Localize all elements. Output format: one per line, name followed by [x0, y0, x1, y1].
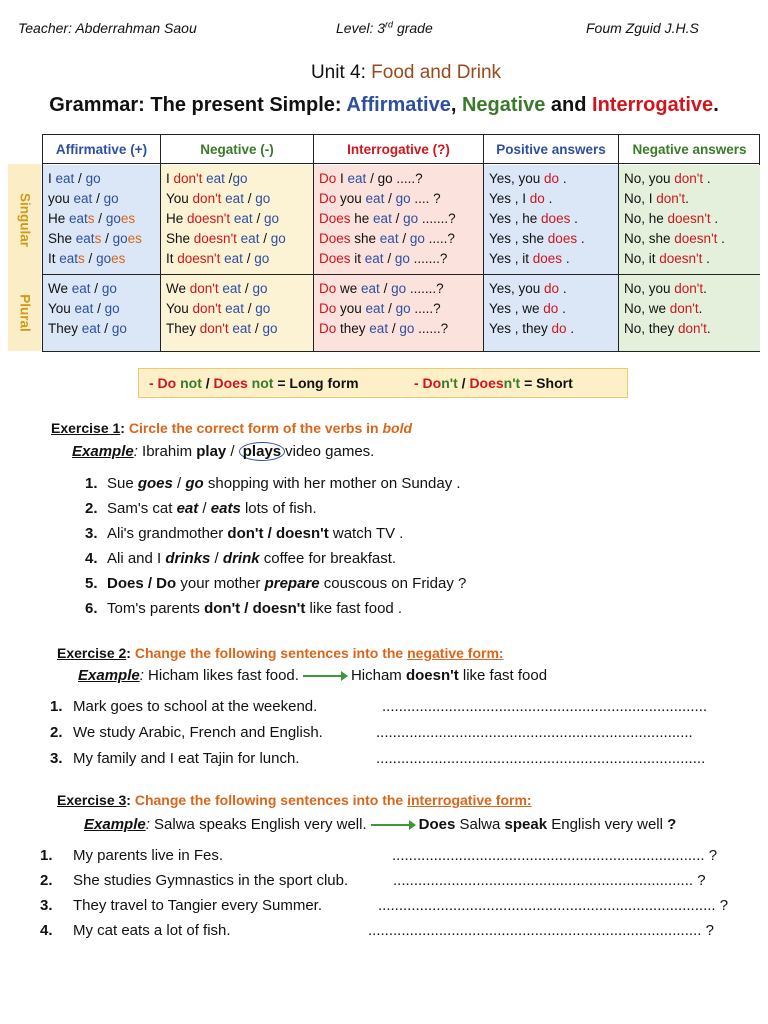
- table-line: It doesn't eat / go: [166, 251, 270, 266]
- item-number: 3.: [40, 897, 53, 914]
- cell-negative-answers-singular: [619, 165, 760, 275]
- header-affirmative: Affirmative (+): [43, 135, 160, 164]
- item-number: 4.: [40, 922, 53, 939]
- table-line: Does she eat / go .....?: [319, 231, 455, 246]
- teacher-name: Teacher: Abderrahman Saou: [18, 20, 197, 36]
- table-line: I eat / go: [48, 171, 101, 186]
- level-label: Level: 3rd grade: [336, 19, 433, 36]
- table-line: No, we don't.: [624, 301, 703, 316]
- table-line: Does he eat / go .......?: [319, 211, 456, 226]
- list-item: My cat eats a lot of fish.: [73, 922, 231, 939]
- grammar-subtitle: Grammar: The present Simple: Affirmative, Negative and Interrogative.: [49, 94, 719, 116]
- table-line: It eats / goes: [48, 251, 126, 266]
- list-item: 1. Sue goes / go shopping with her mother on Sunday .: [85, 475, 461, 492]
- singular-label: Singular: [8, 164, 41, 275]
- answer-blank[interactable]: ............................................................................: [376, 724, 693, 741]
- header-negative-answers: Negative answers: [619, 135, 760, 164]
- table-line: Yes, you do .: [489, 281, 567, 296]
- item-number: 3.: [50, 750, 63, 767]
- table-line: They eat / go: [48, 321, 127, 336]
- list-item: My family and I eat Tajin for lunch.: [73, 750, 300, 767]
- long-form-note: - Do not / Does not = Long form: [149, 375, 359, 391]
- column-negative: [161, 135, 314, 351]
- plural-label: Plural: [8, 275, 41, 351]
- table-line: He eats / goes: [48, 211, 136, 226]
- table-line: Yes , we do .: [489, 301, 566, 316]
- answer-blank[interactable]: ..............................................................................: [382, 698, 708, 715]
- form-note: [138, 368, 628, 398]
- table-line: No, you don't .: [624, 171, 711, 186]
- table-line: Yes , they do .: [489, 321, 575, 336]
- list-item: 6. Tom's parents don't / doesn't like fast food .: [85, 600, 403, 617]
- table-line: He doesn't eat / go: [166, 211, 279, 226]
- table-line: Do we eat / go .......?: [319, 281, 444, 296]
- item-number: 2.: [50, 724, 63, 741]
- list-item: Mark goes to school at the weekend.: [73, 698, 318, 715]
- cell-interrogative-plural: [314, 275, 483, 351]
- table-line: We don't eat / go: [166, 281, 268, 296]
- answer-blank[interactable]: ........................................................................ ?: [393, 872, 706, 889]
- table-line: Do I eat / go .....?: [319, 171, 423, 186]
- table-line: Do you eat / go .....?: [319, 301, 441, 316]
- answer-blank[interactable]: ................................................................................ ?: [368, 922, 714, 939]
- arrow-right-icon: [371, 824, 413, 826]
- header-positive-answers: Positive answers: [484, 135, 618, 164]
- table-line: Do you eat / go .... ?: [319, 191, 441, 206]
- cell-interrogative-singular: [314, 165, 483, 275]
- list-item: 5. Does / Do your mother prepare couscous on Friday ?: [85, 575, 467, 592]
- table-line: She doesn't eat / go: [166, 231, 286, 246]
- item-number: 2.: [40, 872, 53, 889]
- cell-negative-answers-plural: [619, 275, 760, 351]
- table-line: No, you don't.: [624, 281, 707, 296]
- table-line: you eat / go: [48, 191, 119, 206]
- table-line: You eat / go: [48, 301, 120, 316]
- cell-positive-answers-singular: [484, 165, 618, 275]
- table-line: She eats / goes: [48, 231, 142, 246]
- table-line: No, I don't.: [624, 191, 689, 206]
- cell-negative-singular: [161, 165, 313, 275]
- answer-blank[interactable]: ........................................................................... ?: [392, 847, 718, 864]
- header-interrogative: Interrogative (?): [314, 135, 483, 164]
- cell-negative-plural: [161, 275, 313, 351]
- list-item: 3. Ali's grandmother don't / doesn't watch TV .: [85, 525, 404, 542]
- table-line: No, he doesn't .: [624, 211, 719, 226]
- table-line: Do they eat / go ......?: [319, 321, 449, 336]
- cell-affirmative-singular: [43, 165, 160, 275]
- table-line: Yes , it does .: [489, 251, 570, 266]
- item-number: 1.: [40, 847, 53, 864]
- exercise2-title: Exercise 2: Change the following sentences into the negative form:: [57, 645, 504, 661]
- list-item: 2. Sam's cat eat / eats lots of fish.: [85, 500, 317, 517]
- header-negative: Negative (-): [161, 135, 313, 164]
- list-item: We study Arabic, French and English.: [73, 724, 323, 741]
- table-line: Yes , he does .: [489, 211, 578, 226]
- list-item: They travel to Tangier every Summer.: [73, 897, 322, 914]
- table-line: No, it doesn't .: [624, 251, 710, 266]
- table-line: You don't eat / go: [166, 191, 271, 206]
- list-item: My parents live in Fes.: [73, 847, 224, 864]
- table-line: You don't eat / go: [166, 301, 271, 316]
- column-affirmative: [43, 135, 161, 351]
- cell-positive-answers-plural: [484, 275, 618, 351]
- table-line: I don't eat /go: [166, 171, 248, 186]
- table-line: Yes, you do .: [489, 171, 567, 186]
- column-interrogative: [314, 135, 484, 351]
- unit-title: Unit 4: Food and Drink: [310, 62, 502, 83]
- arrow-right-icon: [303, 675, 345, 677]
- table-line: Yes , I do .: [489, 191, 553, 206]
- answer-blank[interactable]: ...............................................................................: [376, 750, 706, 767]
- table-line: Yes , she does .: [489, 231, 585, 246]
- exercise2-example: Example: Hicham likes fast food. Hicham doesn't like fast food: [78, 667, 548, 684]
- column-negative-answers: [619, 135, 760, 351]
- list-item: She studies Gymnastics in the sport club.: [73, 872, 349, 889]
- column-positive-answers: [484, 135, 619, 351]
- exercise3-title: Exercise 3: Change the following sentences into the interrogative form:: [57, 792, 532, 808]
- exercise3-example: Example: Salwa speaks English very well. Does Salwa speak English very well ?: [84, 816, 677, 833]
- short-form-note: - Don't / Doesn't = Short: [414, 375, 573, 391]
- table-line: They don't eat / go: [166, 321, 278, 336]
- table-line: No, she doesn't .: [624, 231, 725, 246]
- table-line: Does it eat / go .......?: [319, 251, 448, 266]
- school-name: Foum Zguid J.H.S: [586, 20, 699, 36]
- answer-blank[interactable]: ................................................................................. ?: [378, 897, 729, 914]
- table-line: No, they don't.: [624, 321, 711, 336]
- item-number: 1.: [50, 698, 63, 715]
- table-line: We eat / go: [48, 281, 117, 296]
- exercise1-example: Example: Ibrahim play / plays video games.: [72, 443, 375, 460]
- exercise1-title: Exercise 1: Circle the correct form of the verbs in bold: [51, 420, 413, 436]
- cell-affirmative-plural: [43, 275, 160, 351]
- grammar-table: [42, 134, 760, 352]
- list-item: 4. Ali and I drinks / drink coffee for breakfast.: [85, 550, 397, 567]
